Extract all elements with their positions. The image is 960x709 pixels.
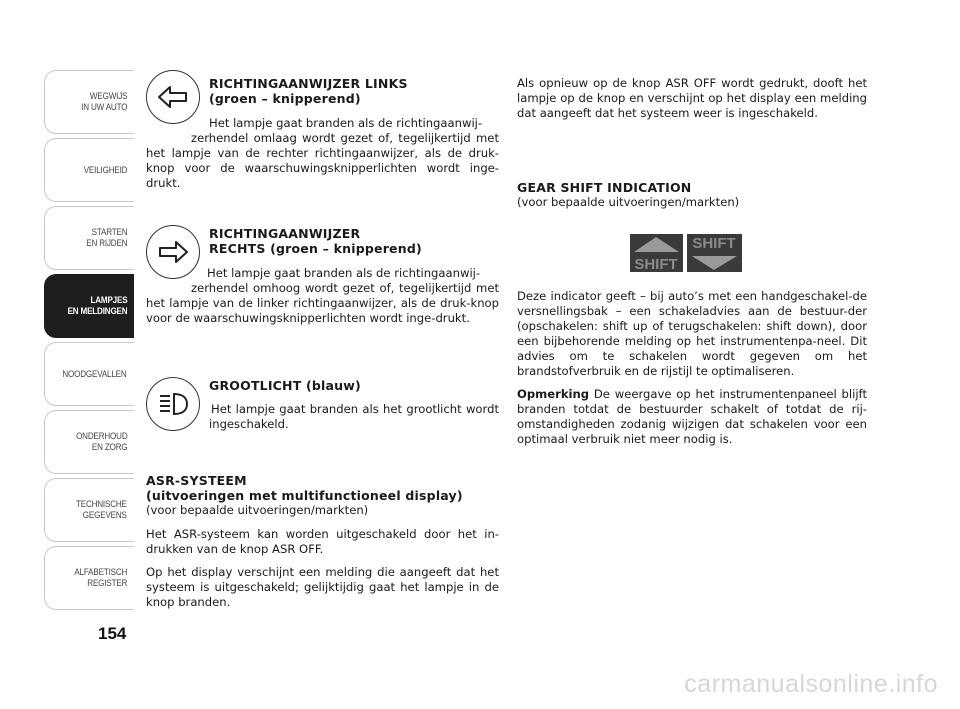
turn-left-subtitle: (groen – knipperend) [209,91,361,106]
asr-paragraph-1: Het ASR-systeem kan worden uitgeschakeld door het in-drukken van de knop ASR OFF. [146,527,499,556]
turn-right-body-first: Het lampje gaat branden als de richtingaanwij- [207,266,481,280]
tab-wegwijs[interactable] [44,70,134,134]
page-number: 154 [98,624,127,643]
gear-shift-indicator-icon [630,234,742,272]
asr-title: ASR-SYSTEEM [146,473,247,488]
high-beam-title: GROOTLICHT (blauw) [209,378,361,393]
tab-label: WEGWIJS IN UW AUTO [80,91,127,113]
tab-alfabetisch[interactable] [44,546,134,610]
note-text: De weergave op het instrumentenpaneel blijft branden totdat de bestuurder schakelt of totdat de rij-omstandigheden zodanig wijzigen dat schakelen voor een optimaal verbruik niet meer nodig is. [517,387,867,446]
note-label: Opmerking [517,387,590,401]
tab-veiligheid[interactable] [44,138,134,202]
gear-shift-note [517,387,867,447]
arrow-left-icon [146,70,200,124]
asr-subtitle: (voor bepaalde uitvoeringen/markten) [146,503,369,517]
tab-label: TECHNISCHE GEGEVENS [76,499,127,521]
tab-label: STARTEN EN RIJDEN [85,227,127,249]
gear-shift-body [517,289,867,447]
tab-noodgevallen[interactable] [44,342,134,406]
tab-lampjes-active[interactable] [44,274,134,338]
arrow-right-icon [146,225,200,279]
turn-right-heading [209,226,499,256]
high-beam-body: Het lampje gaat branden als het grootlicht wordt ingeschakeld. [209,402,499,431]
shift-up-label: SHIFT [634,256,678,272]
tab-label: ONDERHOUD EN ZORG [75,431,127,453]
tab-label: VEILIGHEID [83,164,127,176]
shift-down-label: SHIFT [692,235,736,252]
turn-right-title: RICHTINGAANWIJZER [209,226,361,241]
tab-onderhoud[interactable] [44,410,134,474]
asr-continue-paragraph: Als opnieuw op de knop ASR OFF wordt gedrukt, dooft het lampje op de knop en verschijnt op het display een melding dat aangeeft dat het systeem weer is ingeschakeld. [517,76,867,120]
gear-shift-paragraph: Deze indicator geeft – bij auto’s met een handgeschakel-de versnellingsbak – een schakeladvies aan de bestuur-der (opschakelen: shift up of terugschakelen: shift down), door een bijbehorende melding op het instrumentenpa-neel. Dit advies om te schakelen wordt gegeven om het brandstofverbruik en de rijstijl te optimaliseren. [517,289,867,378]
high-beam-icon [146,377,200,431]
turn-right-body: zerhendel omhoog wordt gezet of, tegelijkertijd met het lampje van de linker richtingaanwijzer, als de druk-knop voor de waarschuwingsknipperlichten wordt inge-drukt. [146,281,499,325]
tab-label: ALFABETISCH REGISTER [74,567,127,589]
asr-paragraph-2: Op het display verschijnt een melding die aangeeft dat het systeem is uitgeschakeld; gelijktijdig gaat het lampje in de knop branden. [146,565,499,609]
gear-shift-title: GEAR SHIFT INDICATION [517,180,692,195]
tab-label: LAMPJES EN MELDINGEN [67,295,127,317]
gear-shift-heading [517,180,867,210]
asr-title-2: (uitvoeringen met multifunctioneel display) [146,488,463,503]
turn-right-subtitle: RECHTS (groen – knipperend) [209,241,422,256]
tab-label: NOODGEVALLEN [62,368,127,380]
turn-left-heading [209,76,499,106]
turn-left-body: zerhendel omlaag wordt gezet of, tegelijkertijd met het lampje van de rechter richtingaanwijzer, als de druk-knop voor de waarschuwingsknipperlichten wordt inge-drukt. [146,131,499,190]
high-beam-section [209,378,499,432]
turn-left-body-first: Het lampje gaat branden als de richtingaanwij- [209,116,483,130]
gear-shift-subtitle: (voor bepaalde uitvoeringen/markten) [517,195,740,209]
tab-starten[interactable] [44,206,134,270]
tab-technische[interactable] [44,478,134,542]
watermark: carmanualsonline.info [684,670,938,698]
asr-section [146,473,499,610]
turn-left-title: RICHTINGAANWIJZER LINKS [209,76,408,91]
